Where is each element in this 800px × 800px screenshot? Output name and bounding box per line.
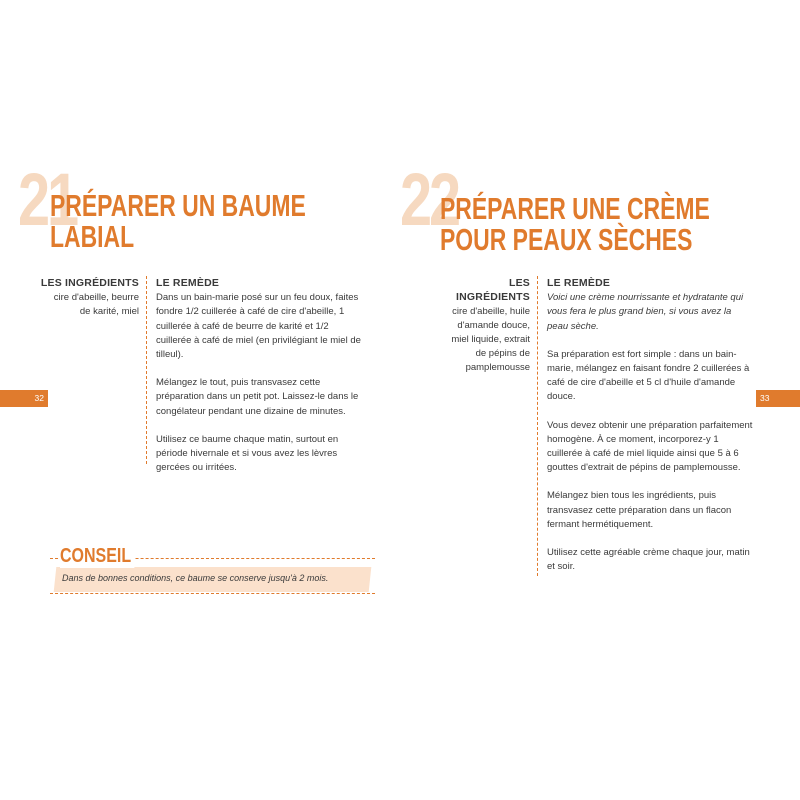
- column-divider: [537, 276, 538, 576]
- ingredients-section: [40, 276, 139, 319]
- page-number-tab: [756, 390, 800, 407]
- ingredients-heading: LES INGRÉDIENTS: [456, 277, 530, 303]
- remedy-intro: Voici une crème nourrissante et hydratante qui vous fera le plus grand bien, si vous avez la peau sèche.: [547, 292, 744, 332]
- recipe-number-22: 22: [400, 158, 458, 241]
- page-number: 32: [34, 393, 44, 403]
- remedy-paragraph: Utilisez ce baume chaque matin, surtout en période hivernale et si vous avez les lèvres gercées ou irritées.: [156, 433, 339, 474]
- title-line-2: POUR PEAUX SÈCHES: [440, 222, 693, 257]
- ingredients-line: cire d'abeille, beurre: [53, 292, 139, 303]
- ingredients-line: pamplemousse: [465, 362, 530, 373]
- remedy-paragraph: Vous devez obtenir une préparation parfaitement homogène. À ce moment, incorporez-y 1 cuillerée à café de miel liquide ainsi que 5 à 6 gouttes d'extrait de pépins de pamplemousse.: [547, 419, 753, 474]
- remedy-paragraph: Dans un bain-marie posé sur un feu doux, faites fondre 1/2 cuillerée à café de cire d'abeille, 1 cuillerée à café de beurre de karité et 1/2 cuillerée à café de miel (en privilégiant le miel de tilleul).: [156, 292, 361, 361]
- recipe-title-21: [50, 190, 306, 252]
- page-number-tab: [0, 390, 48, 407]
- recipe-title-22: [440, 193, 710, 255]
- conseil-text: Dans de bonnes conditions, ce baume se conserve jusqu'à 2 mois.: [62, 573, 329, 583]
- title-line-1: PRÉPARER UNE CRÈME: [440, 191, 710, 226]
- remedy-paragraph: Utilisez cette agréable crème chaque jour, matin et soir.: [547, 547, 750, 573]
- conseil-bottom-border: [50, 593, 375, 594]
- title-line-2: LABIAL: [50, 219, 135, 254]
- remedy-paragraph: Sa préparation est fort simple : dans un bain-marie, mélangez en faisant fondre 2 cuillerées à café de cire d'abeille et 5 cl d'huile d'amande douce.: [547, 348, 750, 403]
- remedy-section: [547, 276, 754, 588]
- ingredients-line: de pépins de: [475, 348, 530, 359]
- remedy-heading: LE REMÈDE: [156, 277, 220, 289]
- recipe-number-21: 21: [18, 158, 76, 241]
- ingredients-section: [435, 276, 530, 375]
- remedy-heading: LE REMÈDE: [547, 277, 611, 289]
- ingredients-line: d'amande douce,: [457, 320, 530, 331]
- ingredients-heading: LES INGRÉDIENTS: [40, 277, 139, 289]
- page-number: 33: [760, 393, 770, 403]
- remedy-paragraph: Mélangez bien tous les ingrédients, puis transvasez cette préparation dans un flacon fermant hermétiquement.: [547, 490, 732, 530]
- title-line-1: PRÉPARER UN BAUME: [50, 188, 306, 223]
- conseil-title: CONSEIL: [60, 545, 134, 568]
- column-divider: [146, 276, 147, 464]
- ingredients-list: [40, 291, 139, 319]
- remedy-paragraph: Mélangez le tout, puis transvasez cette préparation dans un petit pot. Laissez-le dans le congélateur pendant une dizaine de minutes.: [156, 377, 359, 417]
- right-page: [400, 0, 800, 800]
- ingredients-line: miel liquide, extrait: [451, 334, 530, 345]
- ingredients-line: cire d'abeille, huile: [452, 306, 530, 317]
- ingredients-line: de karité, miel: [79, 306, 139, 317]
- remedy-section: [156, 276, 361, 489]
- ingredients-list: [435, 305, 530, 375]
